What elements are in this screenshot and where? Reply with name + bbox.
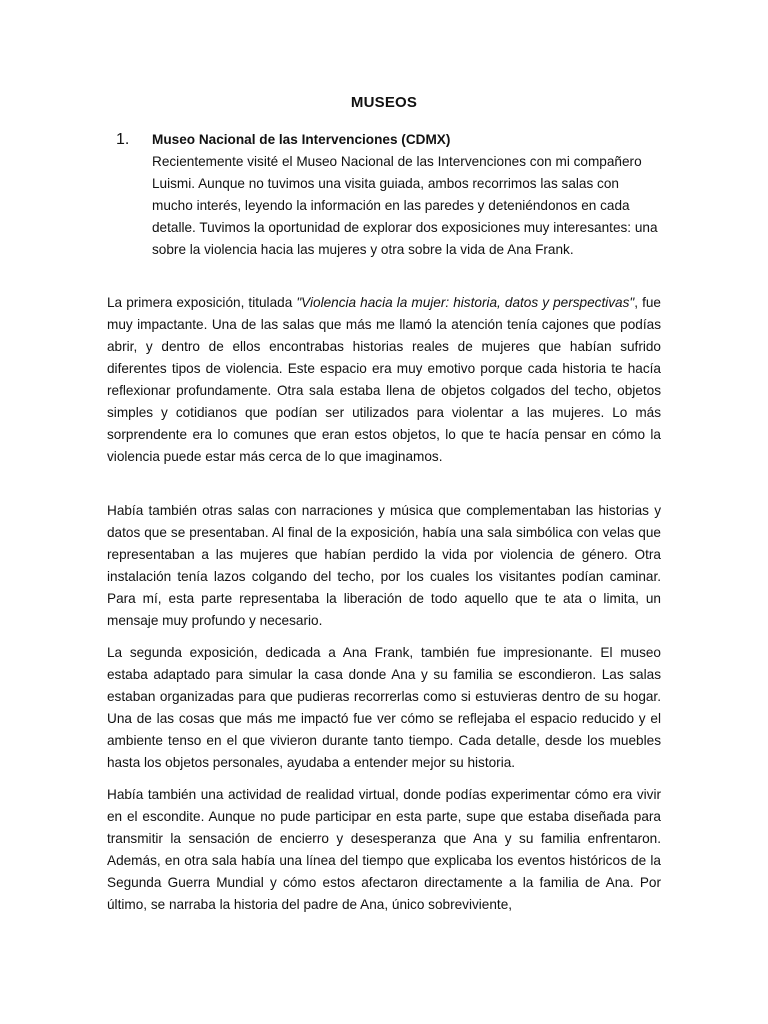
museum-heading: Museo Nacional de las Intervenciones (CDMX) [152,132,451,147]
paragraph-1-after: , fue muy impactante. Una de las salas que más me llamó la atención tenía cajones que podías abrir, y dentro de ellos encontrabas historias reales de mujeres que habían sufrido diferentes tipos de violencia. Este espacio era muy emotivo porque cada historia te hacía reflexionar profundamente. Otra sala estaba llena de objetos colgados del techo, objetos simples y cotidianos que podían ser utilizados para violentar a las mujeres. Lo más sorprendente era lo comunes que eran estos objetos, lo que te hacía pensar en cómo la violencia puede estar más cerca de lo que imaginamos. [107,295,661,464]
paragraph-first-exhibition [107,292,661,468]
list-number: 1. [116,131,130,148]
paragraph-virtual-reality: Había también una actividad de realidad virtual, donde podías experimentar cómo era vivir en el escondite. Aunque no pude participar en esta parte, supe que estaba diseñada para transmitir la sensación de encierro y desesperanza que Ana y su familia enfrentaron. Además, en otra sala había una línea del tiempo que explicaba los eventos históricos de la Segunda Guerra Mundial y cómo estos afectaron directamente a la familia de Ana. Por último, se narraba la historia del padre de Ana, único sobreviviente, [107,787,661,912]
exhibition-title-italic: "Violencia hacia la mujer: historia, datos y perspectivas" [296,295,635,310]
document-title: MUSEOS [350,94,418,111]
museum-intro-text: Recientemente visité el Museo Nacional de las Intervenciones con mi compañero Luismi. Aunque no tuvimos una visita guiada, ambos recorrimos las salas con mucho interés, leyendo la información en las paredes y deteniéndonos en cada detalle. Tuvimos la oportunidad de explorar dos exposiciones muy interesantes: una sobre la violencia hacia las mujeres y otra sobre la vida de Ana Frank. [152,154,658,257]
list-body [152,129,662,261]
paragraph-second-exhibition: La segunda exposición, dedicada a Ana Frank, también fue impresionante. El museo estaba adaptado para simular la casa donde Ana y su familia se escondieron. Las salas estaban organizadas para que pudieras recorrerlas como si estuvieras dentro de su hogar. Una de las cosas que más me impactó fue ver cómo se reflejaba el espacio reducido y el ambiente tenso en el que vivieron durante tanto tiempo. Cada detalle, desde los muebles hasta los objetos personales, ayudaba a entender mejor su historia. [107,645,661,770]
paragraph-other-rooms: Había también otras salas con narraciones y música que complementaban las historias y datos que se presentaban. Al final de la exposición, había una sala simbólica con velas que representaban a las mujeres que habían perdido la vida por violencia de género. Otra instalación tenía lazos colgando del techo, por los cuales los visitantes podían caminar. Para mí, esta parte representaba la liberación de todo aquello que te ata o limita, un mensaje muy profundo y necesario. [107,503,661,628]
paragraph-1-before: La primera exposición, titulada [107,295,297,310]
